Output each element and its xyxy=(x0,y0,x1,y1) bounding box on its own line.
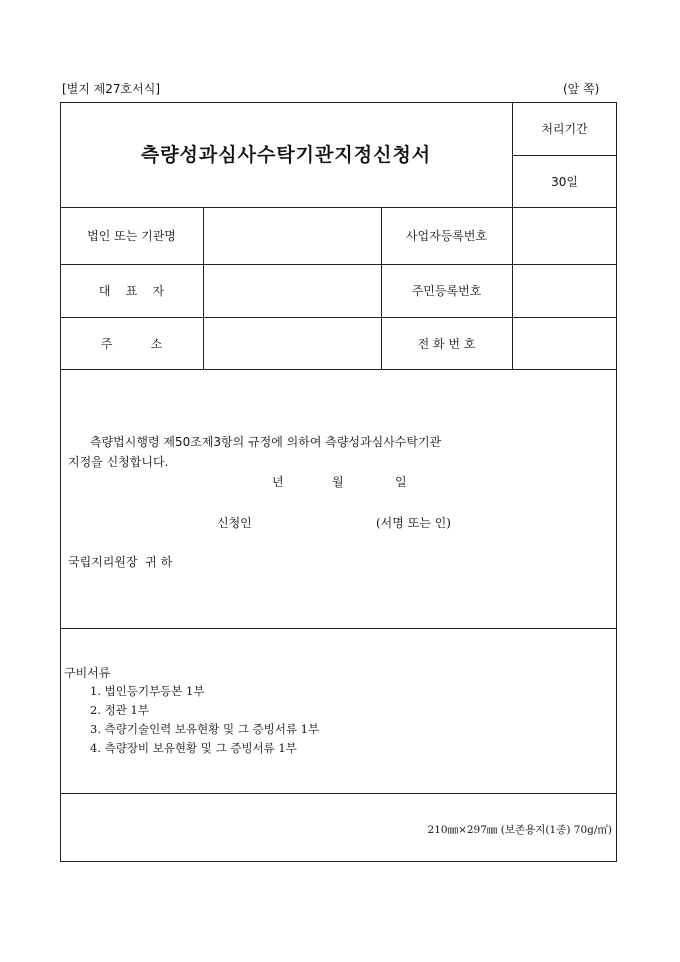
page-side-label: (앞 쪽) xyxy=(563,82,600,96)
signature-hint: (서명 또는 인) xyxy=(376,516,451,530)
biz-reg-no-input[interactable] xyxy=(512,207,617,264)
date-month-label: 월 xyxy=(332,475,344,489)
address-input[interactable] xyxy=(203,317,381,369)
org-name-input[interactable] xyxy=(203,207,381,264)
applicant-label: 신청인 xyxy=(217,516,252,530)
document-item: 2. 정관 1부 xyxy=(90,703,149,717)
form-title: 측량성과심사수탁기관지정신청서 xyxy=(140,144,432,166)
documents-list xyxy=(90,682,319,758)
document-item: 3. 측량기술인력 보유현황 및 그 증빙서류 1부 xyxy=(90,722,320,736)
documents-heading: 구비서류 xyxy=(64,666,111,680)
document-item: 1. 법인등기부등본 1부 xyxy=(90,684,205,698)
representative-input[interactable] xyxy=(203,264,381,317)
recipient-label: 국립지리원장 귀 하 xyxy=(68,555,173,569)
paper-spec: 210㎜×297㎜ (보존용지(1종) 70g/㎡) xyxy=(427,824,612,836)
divider-documents xyxy=(60,793,617,794)
resident-reg-no-input[interactable] xyxy=(512,264,617,317)
biz-reg-no-label: 사업자등록번호 xyxy=(405,229,488,243)
address-label: 주 소 xyxy=(100,336,163,351)
phone-input[interactable] xyxy=(512,317,617,369)
divider-row3 xyxy=(60,369,617,370)
date-year-label: 년 xyxy=(272,475,284,489)
resident-reg-no-label: 주민등록번호 xyxy=(411,284,482,298)
document-item: 4. 측량장비 보유현황 및 그 증빙서류 1부 xyxy=(90,741,297,755)
org-name-label: 법인 또는 기관명 xyxy=(87,229,176,243)
statement-line2: 지정을 신청합니다. xyxy=(68,455,169,469)
divider-statement xyxy=(60,628,617,629)
phone-label: 전 화 번 호 xyxy=(417,336,476,351)
form-number: [별지 제27호서식] xyxy=(62,82,160,96)
processing-period-label: 처리기간 xyxy=(541,122,588,136)
statement-line1: 측량법시행령 제50조제3항의 규정에 의하여 측량성과심사수탁기관 xyxy=(90,435,442,449)
representative-label: 대 표 자 xyxy=(98,284,165,298)
date-day-label: 일 xyxy=(395,475,407,489)
processing-period-value: 30일 xyxy=(551,174,578,189)
